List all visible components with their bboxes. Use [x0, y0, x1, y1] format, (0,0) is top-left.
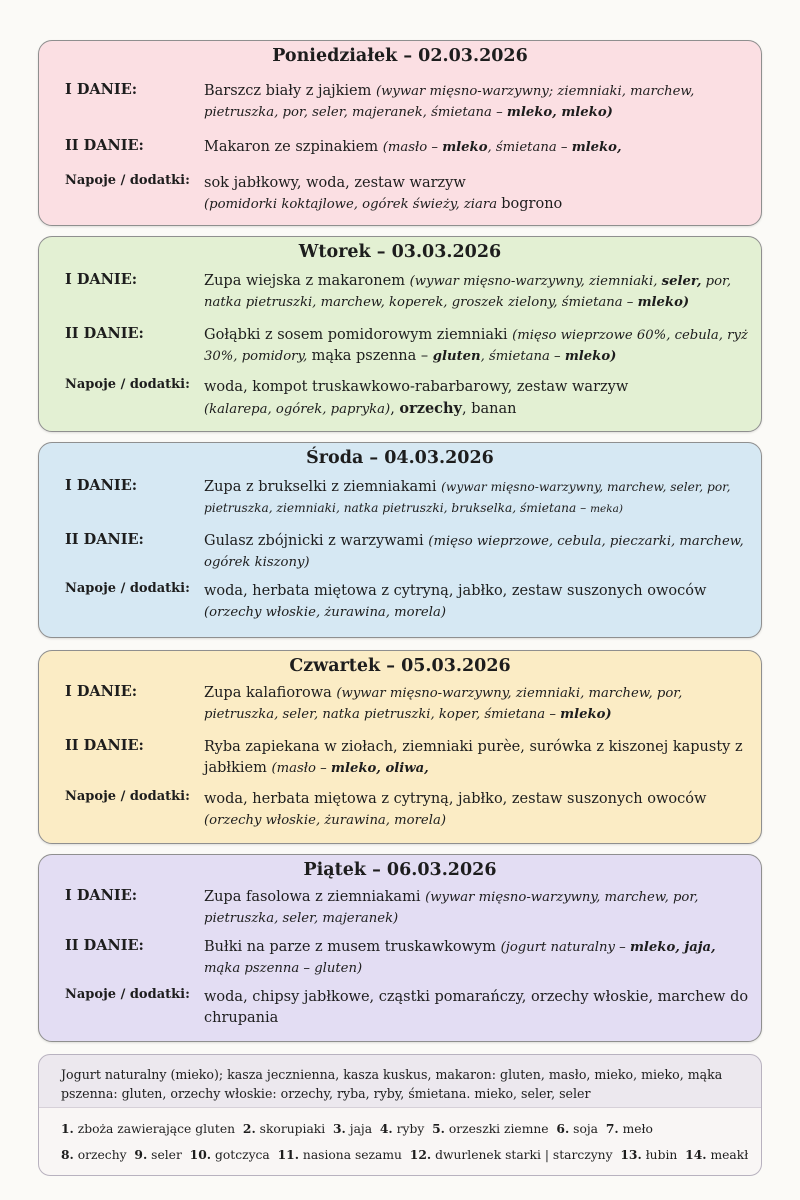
course-label: I DANIE: [65, 271, 138, 288]
course-label: I DANIE: [65, 887, 138, 904]
allergen-item: 11. nasiona sezamu [277, 1147, 402, 1162]
course-text: Bułki na parze z musem truskawkowym (jogurt naturalny – mleko, jaja, mąka pszenna – gluten) [204, 939, 716, 976]
drinks-label: Napoje / dodatki: [65, 789, 190, 804]
course-label: I DANIE: [65, 477, 138, 494]
allergen-item: 12. dwurlenek starki | starczyny [409, 1147, 613, 1162]
drinks-text: woda, herbata miętowa z cytryną, jabłko, zestaw suszonych owoców (orzechy włoskie, żurawina, morela) [204, 791, 707, 828]
day-title: Czwartek – 05.03.2026 [289, 656, 511, 676]
course-text: Ryba zapiekana w ziołach, ziemniaki purèe, surówka z kiszonej kapusty z jabłkiem (masło – mleko, oliwa, [204, 739, 743, 776]
allergen-item: 3. jaja [332, 1121, 373, 1136]
allergen-legend [38, 1054, 762, 1176]
drinks-text: sok jabłkowy, woda, zestaw warzyw (pomidorki koktajlowe, ogórek świeży, ziara bogrono [204, 175, 563, 212]
allergen-item: 6. soja [556, 1121, 599, 1136]
course-label: II DANIE: [65, 325, 144, 342]
day-title: Środa – 04.03.2026 [306, 448, 494, 468]
day-card-monday [38, 40, 762, 226]
drinks-text: woda, kompot truskawkowo-rabarbarowy, zestaw warzyw (kalarepa, ogórek, papryka), orzechy, banan [204, 379, 629, 417]
drinks-label: Napoje / dodatki: [65, 377, 190, 392]
course-label: II DANIE: [65, 531, 144, 548]
course-label: I DANIE: [65, 683, 138, 700]
allergen-note: Jogurt naturalny (mieko); kasza jecznienna, kasza kuskus, makaron: gluten, masło, mieko, mieko, mąka pszenna: gluten, orzechy włoskie: orzechy, ryba, ryby, śmietana. mieko, seler, seler [61, 1067, 723, 1101]
allergen-item: 14. meakł [685, 1147, 749, 1162]
day-card-friday [38, 854, 762, 1042]
course-text: Gulasz zbójnicki z warzywami (mięso wieprzowe, cebula, pieczarki, marchew, ogórek kiszony) [204, 533, 744, 570]
course-label: II DANIE: [65, 137, 144, 154]
allergen-item: 8. orzechy [61, 1147, 127, 1162]
drinks-label: Napoje / dodatki: [65, 987, 190, 1002]
legend-divider [39, 1107, 761, 1108]
day-title: Wtorek – 03.03.2026 [298, 242, 502, 262]
allergen-item: 9. seler [134, 1147, 182, 1162]
course-label: II DANIE: [65, 937, 144, 954]
allergen-item: 10. gotczyca [189, 1147, 270, 1162]
day-card-thursday [38, 650, 762, 844]
allergen-item: 5. orzeszki ziemne [432, 1121, 549, 1136]
allergen-item: 13. łubin [620, 1147, 678, 1162]
course-text: Zupa fasolowa z ziemniakami (wywar mięsno-warzywny, marchew, por, pietruszka, seler, majeranek) [204, 889, 699, 926]
day-title: Piątek – 06.03.2026 [303, 860, 497, 880]
drinks-text: woda, herbata miętowa z cytryną, jabłko, zestaw suszonych owoców (orzechy włoskie, żurawina, morela) [204, 583, 707, 620]
day-card-tuesday [38, 236, 762, 432]
allergen-list-row-1 [61, 1121, 653, 1136]
allergen-item: 1. zboża zawierające gluten [61, 1121, 236, 1136]
drinks-label: Napoje / dodatki: [65, 173, 190, 188]
drinks-text: woda, chipsy jabłkowe, cząstki pomarańczy, orzechy włoskie, marchew do chrupania [204, 989, 749, 1026]
course-text: Barszcz biały z jajkiem (wywar mięsno-warzywny; ziemniaki, marchew, pietruszka, por, seler, majeranek, śmietana – mleko, mleko) [204, 83, 695, 120]
allergen-item: 2. skorupiaki [242, 1121, 326, 1136]
course-label: II DANIE: [65, 737, 144, 754]
allergen-item: 4. ryby [379, 1121, 425, 1136]
course-text: Zupa wiejska z makaronem (wywar mięsno-warzywny, ziemniaki, seler, por, natka pietruszki, marchew, koperek, groszek zielony, śmietana – mleko) [204, 273, 732, 310]
day-title: Poniedziałek – 02.03.2026 [272, 46, 528, 66]
day-card-wednesday [38, 442, 762, 638]
allergen-list-row-2 [61, 1147, 748, 1162]
course-text: Makaron ze szpinakiem (masło – mleko, śmietana – mleko, [204, 139, 622, 155]
course-text: Zupa kalafiorowa (wywar mięsno-warzywny, ziemniaki, marchew, por, pietruszka, seler, natka pietruszki, koper, śmietana – mleko) [204, 685, 683, 722]
allergen-item: 7. mełо [605, 1121, 653, 1136]
course-text: Gołąbki z sosem pomidorowym ziemniaki (mięso wieprzowe 60%, cebula, ryż 30%, pomidory, mąka pszenna – gluten, śmietana – mleko) [204, 327, 748, 364]
course-text: Zupa z brukselki z ziemniakami (wywar mięsno-warzywny, marchew, seler, por, pietruszka, ziemniaki, natka pietruszki, brukselka, śmietana – meka) [204, 479, 731, 515]
course-label: I DANIE: [65, 81, 138, 98]
drinks-label: Napoje / dodatki: [65, 581, 190, 596]
